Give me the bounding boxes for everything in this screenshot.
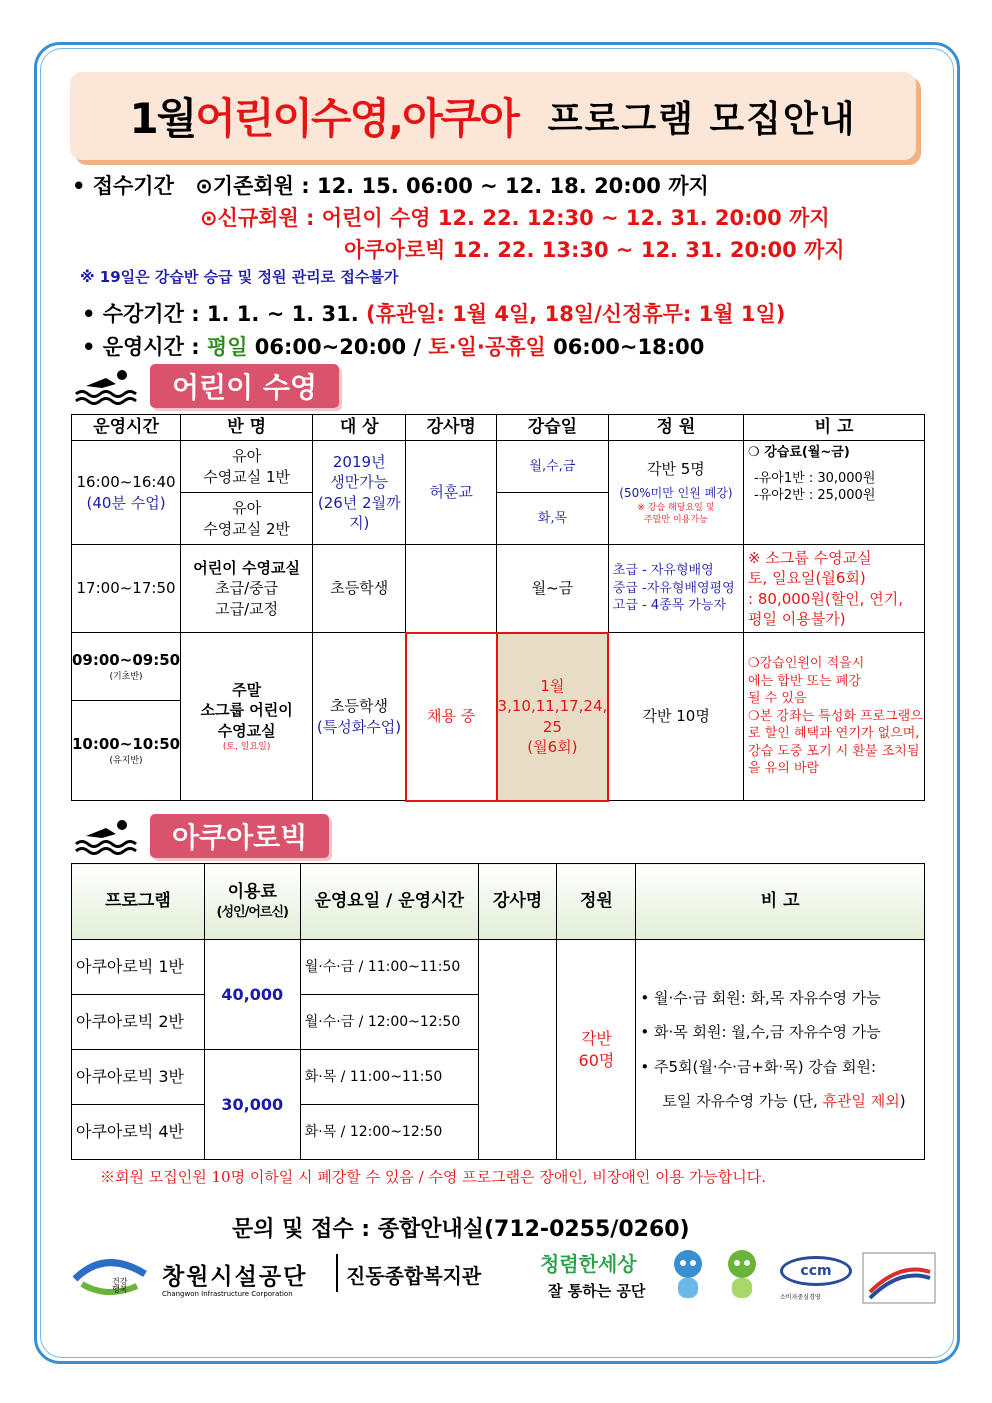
hours-weekend-time: 06:00~18:00 (545, 335, 705, 359)
aqua-row-name: 아쿠아로빅 1반 (72, 940, 205, 995)
reg-line-1 (72, 170, 709, 200)
aqua-header-capacity: 정원 (557, 864, 636, 940)
kids-section-header (72, 364, 339, 408)
kids-r2-class: 어린이 수영교실 초급/중급 고급/교정 (181, 545, 313, 633)
aqua-row-time: 월·수·금 / 12:00~12:50 (300, 995, 478, 1050)
kids-header-teacher: 강사명 (406, 415, 497, 441)
mascot-green-icon (722, 1248, 762, 1304)
hours-weekday: 평일 (206, 335, 248, 359)
kids-r2-teacher (406, 545, 497, 633)
logo-divider (336, 1254, 338, 1292)
swimmer-icon (72, 816, 138, 856)
aqua-row-time: 화·목 / 12:00~12:50 (300, 1105, 478, 1160)
title-banner (70, 72, 916, 160)
aqua-remarks: • 월·수·금 회원: 화,목 자유수영 가능 • 화·목 회원: 월,수,금 자유수영 가능 • 주5회(월·수·금+화·목) 강습 회원: 토일 자유수영 가능 (단, 휴관일 제외) (636, 940, 925, 1160)
kids-r3-teacher: 채용 중 (406, 633, 497, 801)
aqua-row-name: 아쿠아로빅 2반 (72, 995, 205, 1050)
footnote: ※회원 모집인원 10명 이하일 시 폐강할 수 있음 / 수영 프로그램은 장애인, 비장애인 이용 가능합니다. (100, 1168, 767, 1186)
aqua-section-header (72, 814, 329, 858)
kids-r1-teacher: 허훈교 (406, 441, 497, 545)
reg-note: ※ 19일은 강습반 승급 및 정원 관리로 접수불가 (80, 268, 399, 286)
reg-existing: ⊙기존회원 : 12. 15. 06:00 ~ 12. 18. 20:00 까지 (195, 174, 709, 198)
org-name-en: Changwon Infrastructure Corporation (162, 1290, 293, 1298)
aqua-row-time: 화·목 / 11:00~11:50 (300, 1050, 478, 1105)
kids-r3-class: 주말 소그룹 어린이 수영교실 (토, 일요일) (181, 633, 313, 801)
kids-header-time: 운영시간 (72, 415, 181, 441)
mascot-blue-icon (668, 1248, 708, 1304)
reg-label: • 접수기간 (72, 174, 174, 198)
aqua-fee-b: 30,000 (204, 1050, 300, 1160)
kids-header-capacity: 정 원 (608, 415, 743, 441)
kids-r3-time1: 09:00~09:50 (기초반) (72, 633, 181, 701)
kids-table (71, 414, 925, 802)
kids-r1-day1: 월,수,금 (497, 441, 609, 493)
aqua-row-name: 아쿠아로빅 3반 (72, 1050, 205, 1105)
health-logo-text: 건강 행복 (112, 1277, 128, 1294)
aqua-header-teacher: 강사명 (478, 864, 557, 940)
kids-r1-time: 16:00~16:40 (40분 수업) (72, 441, 181, 545)
kids-r3-target: 초등학생 (특성화수업) (313, 633, 406, 801)
kids-r3-capacity: 각반 10명 (608, 633, 743, 801)
aqua-header-program: 프로그램 (72, 864, 205, 940)
period-holiday: (휴관일: 1월 4일, 18일/신정휴무: 1월 1일) (366, 302, 786, 326)
kids-header-class: 반 명 (181, 415, 313, 441)
aqua-header-remarks: 비 고 (636, 864, 925, 940)
hours-label: • 운영시간 : (82, 335, 207, 359)
aqua-section-title: 아쿠아로빅 (150, 814, 329, 858)
kids-r3-day: 1월 3,10,11,17,24, 25 (월6회) (497, 633, 609, 801)
center-name: 진동종합복지관 (346, 1264, 482, 1288)
kids-r1-remarks: ❍ 강습료(월~금) -유아1반 : 30,000원 -유아2반 : 25,000원 (744, 441, 925, 545)
title-programs: 어린이수영,아쿠아 (195, 94, 518, 143)
kids-r1-class2: 유아 수영교실 2반 (181, 493, 313, 545)
ccm-logo-sub: 소비자중심경영 (780, 1294, 821, 1301)
kids-section-title: 어린이 수영 (150, 364, 339, 408)
kids-r2-capacity: 초급 - 자유형배영 중급 -자유형배영평영 고급 - 4종목 가능자 (608, 545, 743, 633)
title-recruit: 프로그램 모집안내 (547, 98, 857, 140)
kids-r3-time2: 10:00~10:50 (유지반) (72, 701, 181, 801)
kids-r3-remarks: ❍강습인원이 적을시 에는 합반 또는 폐강 될 수 있음 ❍본 강좌는 특성화 프로그램으로 할인 혜택과 연기가 없으며, 강습 도중 포기 시 환불 조치됨을 유의 바람 (744, 633, 925, 801)
kids-header-day: 강습일 (497, 415, 609, 441)
reg-new-swim: 어린이 수영 12. 22. 12:30 ~ 12. 31. 20:00 까지 (321, 206, 830, 230)
kids-r2-time: 17:00~17:50 (72, 545, 181, 633)
health-logo-icon (70, 1254, 150, 1304)
kids-r2-day: 월~금 (497, 545, 609, 633)
title-month: 1월 (129, 94, 196, 143)
kids-r1-target: 2019년 생만가능 (26년 2월까지) (313, 441, 406, 545)
slogan: 청렴한세상 (540, 1252, 637, 1276)
aqua-row-name: 아쿠아로빅 4반 (72, 1105, 205, 1160)
reg-new-aqua: 아쿠아로빅 12. 22. 13:30 ~ 12. 31. 20:00 까지 (344, 238, 845, 262)
kids-r1-capacity: 각반 5명 (50%미만 인원 폐강) ※ 강습 해당요일 및 주말만 이용가능 (608, 441, 743, 545)
kids-r2-remarks: ※ 소그룹 수영교실 토, 일요일(월6회) : 80,000원(할인, 연기, 평일 이용불가) (744, 545, 925, 633)
swimmer-icon (72, 366, 138, 406)
hours-weekend: 토·일·공휴일 (428, 335, 546, 359)
period-line (82, 298, 785, 328)
aqua-capacity: 각반 60명 (557, 940, 636, 1160)
hours-line (82, 331, 704, 361)
aqua-teacher (478, 940, 557, 1160)
contact-info: 문의 및 접수 : 종합안내실(712-0255/0260) (232, 1217, 690, 1242)
aqua-fee-a: 40,000 (204, 940, 300, 1050)
org-name: 창원시설공단 (162, 1264, 308, 1290)
kids-r2-target: 초등학생 (313, 545, 406, 633)
aqua-table (71, 863, 925, 1160)
kids-r1-class1: 유아 수영교실 1반 (181, 441, 313, 493)
reg-line-2 (200, 202, 830, 232)
aqua-header-schedule: 운영요일 / 운영시간 (300, 864, 478, 940)
aqua-row-time: 월·수·금 / 11:00~11:50 (300, 940, 478, 995)
ccm-logo: ccm (780, 1256, 852, 1286)
kids-header-remarks: 비 고 (744, 415, 925, 441)
kids-r1-day2: 화,목 (497, 493, 609, 545)
period-label: • 수강기간 : 1. 1. ~ 1. 31. (82, 302, 367, 326)
reg-new-label: ⊙신규회원 : (200, 206, 322, 230)
slogan-sub: 잘 통하는 공단 (548, 1282, 646, 1300)
aqua-header-fee: 이용료 (성인/어르신) (204, 864, 300, 940)
certificate-icon (862, 1252, 936, 1304)
kids-header-target: 대 상 (313, 415, 406, 441)
logo-strip (70, 1248, 940, 1308)
hours-weekday-time: 06:00~20:00 / (247, 335, 429, 359)
